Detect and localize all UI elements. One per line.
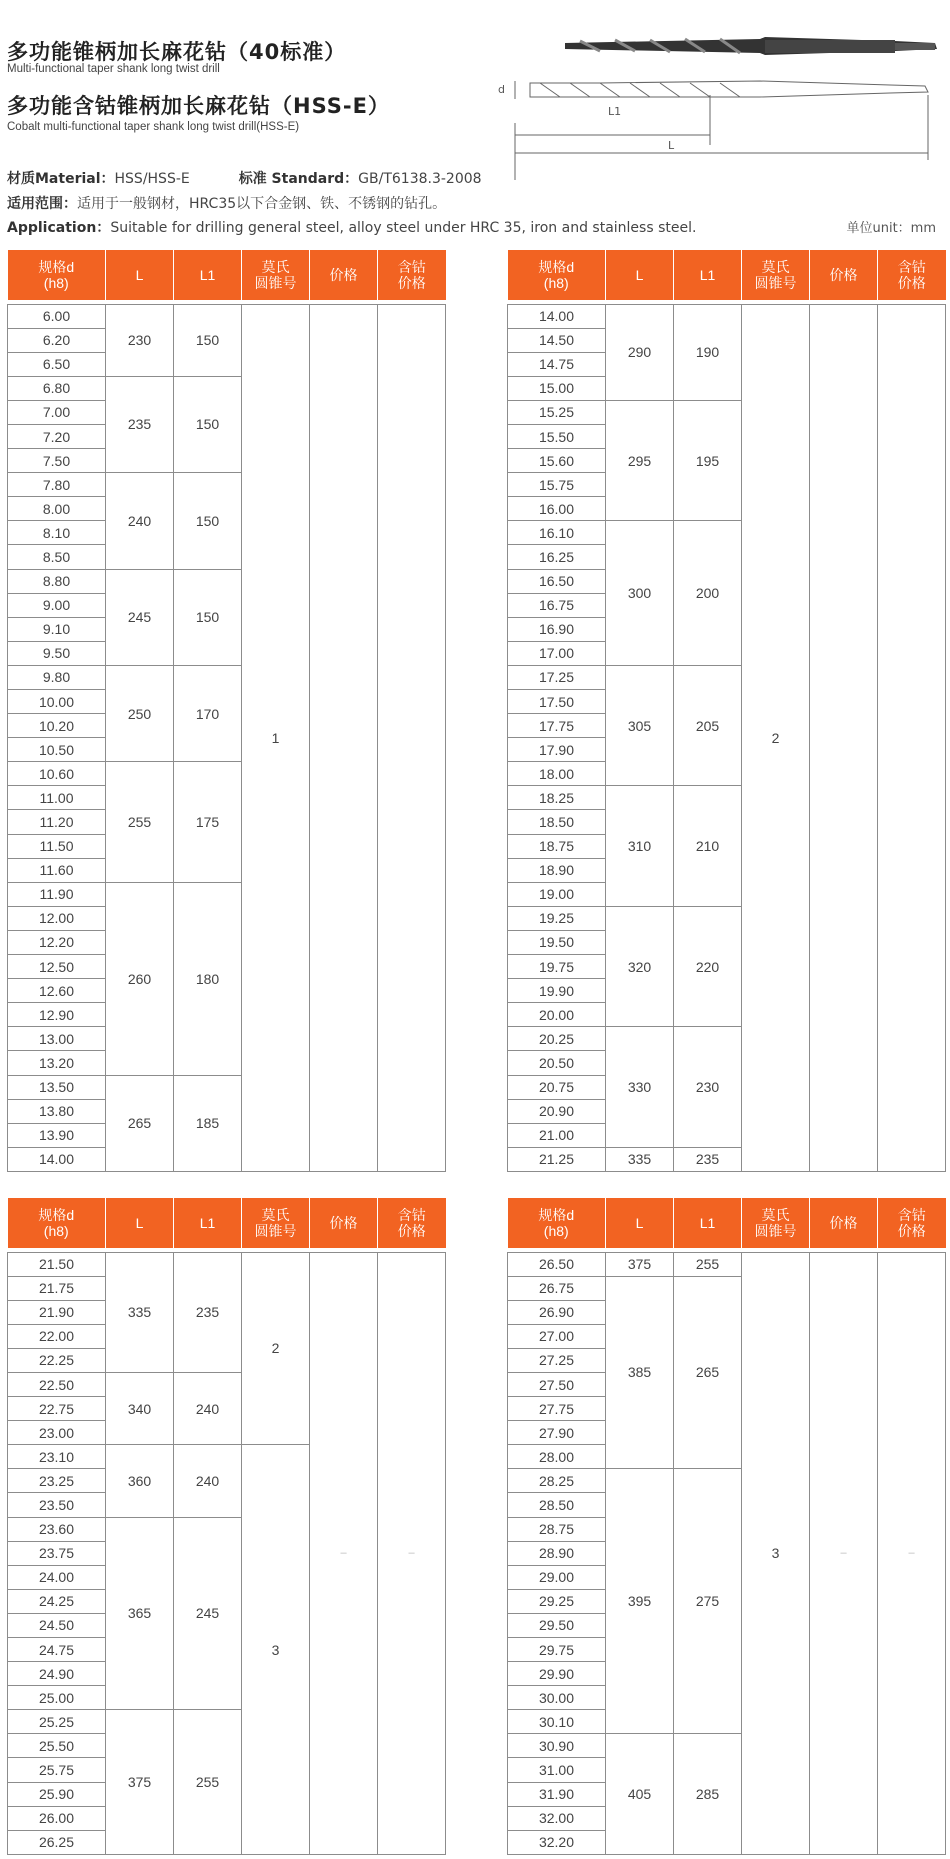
flute-length-cell: 190 <box>674 304 742 400</box>
spec-d-cell: 14.00 <box>508 304 606 328</box>
spec-d-cell: 12.50 <box>8 955 106 979</box>
spec-d-cell: 27.75 <box>508 1397 606 1421</box>
spec-d-cell: 8.50 <box>8 545 106 569</box>
spec-d-cell: 27.00 <box>508 1324 606 1348</box>
spec-d-cell: 23.10 <box>8 1445 106 1469</box>
table-header <box>8 250 446 300</box>
spec-d-cell: 29.50 <box>508 1613 606 1637</box>
spec-d-cell: 22.25 <box>8 1348 106 1372</box>
spec-d-cell: 20.90 <box>508 1099 606 1123</box>
table-row <box>8 1252 446 1276</box>
column-header: L1 <box>674 250 742 300</box>
spec-d-cell: 22.00 <box>8 1324 106 1348</box>
spec-d-cell: 23.25 <box>8 1469 106 1493</box>
spec-d-cell: 28.00 <box>508 1445 606 1469</box>
spec-d-cell: 8.10 <box>8 521 106 545</box>
spec-table-1 <box>7 250 446 1172</box>
spec-d-cell: 12.00 <box>8 906 106 930</box>
flute-length-cell: 150 <box>174 473 242 569</box>
spec-d-cell: 10.20 <box>8 714 106 738</box>
spec-d-cell: 30.00 <box>508 1686 606 1710</box>
table-row <box>508 304 946 328</box>
drill-schematic <box>515 81 928 180</box>
spec-d-cell: 31.90 <box>508 1782 606 1806</box>
spec-d-cell: 25.90 <box>8 1782 106 1806</box>
flute-length-cell: 235 <box>674 1147 742 1171</box>
length-cell: 310 <box>606 786 674 906</box>
spec-d-cell: 20.50 <box>508 1051 606 1075</box>
flute-length-cell: 180 <box>174 882 242 1075</box>
spec-d-cell: 28.90 <box>508 1541 606 1565</box>
length-cell: 330 <box>606 1027 674 1147</box>
spec-d-cell: 7.80 <box>8 473 106 497</box>
spec-d-cell: 16.75 <box>508 593 606 617</box>
spec-d-cell: 15.25 <box>508 400 606 424</box>
column-header: L <box>106 1198 174 1248</box>
length-cell: 230 <box>106 304 174 376</box>
spec-d-cell: 26.50 <box>508 1252 606 1276</box>
spec-d-cell: 9.50 <box>8 641 106 665</box>
product-title-en: Multi-functional taper shank long twist drill <box>7 63 220 75</box>
length-cell: 405 <box>606 1734 674 1854</box>
spec-d-cell: 6.20 <box>8 328 106 352</box>
spec-d-cell: 16.90 <box>508 617 606 641</box>
morse-taper-cell: 3 <box>242 1445 310 1855</box>
flute-length-cell: 150 <box>174 304 242 376</box>
spec-d-cell: 6.80 <box>8 376 106 400</box>
length-cell: 335 <box>106 1252 174 1372</box>
spec-d-cell: 21.00 <box>508 1123 606 1147</box>
application-label: Application： <box>7 220 111 236</box>
spec-d-cell: 32.00 <box>508 1806 606 1830</box>
spec-d-cell: 32.20 <box>508 1830 606 1854</box>
flute-length-cell: 220 <box>674 906 742 1026</box>
spec-d-cell: 17.90 <box>508 738 606 762</box>
product-title2-cn: 多功能含钴锥柄加长麻花钻（HSS-E） <box>7 94 390 118</box>
price-cell: – <box>810 1252 878 1854</box>
spec-d-cell: 17.50 <box>508 690 606 714</box>
unit-label: 单位unit：mm <box>846 221 936 236</box>
column-header: L <box>606 250 674 300</box>
drill-drawing <box>498 35 950 180</box>
product-title-cn: 多功能锥柄加长麻花钻（40标准） <box>7 40 347 64</box>
spec-d-cell: 28.50 <box>508 1493 606 1517</box>
flute-length-cell: 200 <box>674 521 742 666</box>
spec-d-cell: 18.75 <box>508 834 606 858</box>
column-header: 价格 <box>310 1198 378 1248</box>
column-header: 莫氏 圆锥号 <box>742 1198 810 1248</box>
column-header: L1 <box>174 1198 242 1248</box>
spec-d-cell: 25.25 <box>8 1710 106 1734</box>
length-cell: 385 <box>606 1276 674 1469</box>
column-header: L1 <box>174 250 242 300</box>
flute-length-cell: 170 <box>174 665 242 761</box>
price-cell <box>310 304 378 1171</box>
morse-taper-cell: 1 <box>242 304 310 1171</box>
l-label: L <box>668 139 675 152</box>
application-value: Suitable for drilling general steel, alloy steel under HRC 35, iron and stainless steel. <box>110 220 697 236</box>
spec-d-cell: 17.25 <box>508 665 606 689</box>
morse-taper-cell: 3 <box>742 1252 810 1854</box>
spec-d-cell: 14.75 <box>508 352 606 376</box>
spec-d-cell: 24.90 <box>8 1662 106 1686</box>
flute-length-cell: 235 <box>174 1252 242 1372</box>
table-row <box>508 1252 946 1276</box>
flute-length-cell: 150 <box>174 376 242 472</box>
material-label: 材质Material： <box>7 171 115 187</box>
column-header: L <box>106 250 174 300</box>
column-header: 价格 <box>810 250 878 300</box>
length-cell: 295 <box>606 400 674 520</box>
spec-d-cell: 13.90 <box>8 1123 106 1147</box>
spec-d-cell: 18.25 <box>508 786 606 810</box>
spec-d-cell: 19.75 <box>508 955 606 979</box>
length-cell: 365 <box>106 1517 174 1710</box>
spec-d-cell: 27.50 <box>508 1372 606 1396</box>
spec-d-cell: 13.80 <box>8 1099 106 1123</box>
spec-table-2 <box>507 250 946 1172</box>
cobalt-price-cell <box>878 304 946 1171</box>
column-header: 含钴 价格 <box>378 250 446 300</box>
material-line <box>7 168 482 188</box>
spec-d-cell: 13.20 <box>8 1051 106 1075</box>
length-cell: 260 <box>106 882 174 1075</box>
length-cell: 375 <box>106 1710 174 1855</box>
spec-d-cell: 6.00 <box>8 304 106 328</box>
spec-d-cell: 9.00 <box>8 593 106 617</box>
spec-d-cell: 11.20 <box>8 810 106 834</box>
spec-d-cell: 25.50 <box>8 1734 106 1758</box>
spec-d-cell: 10.50 <box>8 738 106 762</box>
spec-d-cell: 19.25 <box>508 906 606 930</box>
spec-d-cell: 24.75 <box>8 1638 106 1662</box>
length-cell: 240 <box>106 473 174 569</box>
flute-length-cell: 240 <box>174 1372 242 1444</box>
length-cell: 255 <box>106 762 174 882</box>
spec-d-cell: 10.60 <box>8 762 106 786</box>
length-cell: 335 <box>606 1147 674 1171</box>
spec-d-cell: 16.00 <box>508 497 606 521</box>
length-cell: 250 <box>106 665 174 761</box>
length-cell: 305 <box>606 665 674 785</box>
spec-d-cell: 29.75 <box>508 1638 606 1662</box>
flute-length-cell: 245 <box>174 1517 242 1710</box>
table-header <box>8 1198 446 1248</box>
spec-d-cell: 6.50 <box>8 352 106 376</box>
spec-d-cell: 26.00 <box>8 1806 106 1830</box>
spec-d-cell: 16.10 <box>508 521 606 545</box>
column-header: 价格 <box>810 1198 878 1248</box>
drill-photo-icon <box>565 37 937 55</box>
spec-d-cell: 17.75 <box>508 714 606 738</box>
spec-d-cell: 23.50 <box>8 1493 106 1517</box>
scope-line <box>7 193 446 213</box>
column-header: 含钴 价格 <box>878 1198 946 1248</box>
application-line <box>7 217 696 237</box>
spec-d-cell: 16.50 <box>508 569 606 593</box>
spec-d-cell: 14.00 <box>8 1147 106 1171</box>
spec-d-cell: 12.90 <box>8 1003 106 1027</box>
spec-d-cell: 31.00 <box>508 1758 606 1782</box>
scope-label: 适用范围： <box>7 196 77 212</box>
spec-d-cell: 23.75 <box>8 1541 106 1565</box>
flute-length-cell: 210 <box>674 786 742 906</box>
product-title2-en: Cobalt multi-functional taper shank long twist drill(HSS-E) <box>7 121 300 133</box>
spec-d-cell: 8.00 <box>8 497 106 521</box>
spec-d-cell: 19.50 <box>508 930 606 954</box>
column-header: 含钴 价格 <box>378 1198 446 1248</box>
spec-d-cell: 15.50 <box>508 424 606 448</box>
spec-d-cell: 9.80 <box>8 665 106 689</box>
table-header <box>508 250 946 300</box>
spec-d-cell: 30.90 <box>508 1734 606 1758</box>
material-value: HSS/HSS-E <box>114 171 190 187</box>
spec-d-cell: 20.25 <box>508 1027 606 1051</box>
spec-d-cell: 11.60 <box>8 858 106 882</box>
flute-length-cell: 265 <box>674 1276 742 1469</box>
spec-d-cell: 7.20 <box>8 424 106 448</box>
flute-length-cell: 205 <box>674 665 742 785</box>
cobalt-price-cell: – <box>878 1252 946 1854</box>
spec-d-cell: 26.90 <box>508 1300 606 1324</box>
spec-d-cell: 13.50 <box>8 1075 106 1099</box>
spec-d-cell: 23.00 <box>8 1421 106 1445</box>
flute-length-cell: 185 <box>174 1075 242 1171</box>
length-cell: 245 <box>106 569 174 665</box>
spec-d-cell: 25.00 <box>8 1686 106 1710</box>
length-cell: 340 <box>106 1372 174 1444</box>
scope-value: 适用于一般钢材，HRC35以下合金钢、铁、不锈钢的钻孔。 <box>77 196 447 212</box>
l1-label: L1 <box>608 105 622 118</box>
spec-d-cell: 11.50 <box>8 834 106 858</box>
column-header: 价格 <box>310 250 378 300</box>
flute-length-cell: 255 <box>674 1252 742 1276</box>
spec-d-cell: 22.50 <box>8 1372 106 1396</box>
spec-d-cell: 14.50 <box>508 328 606 352</box>
length-cell: 360 <box>106 1445 174 1517</box>
spec-table-4 <box>507 1198 946 1855</box>
spec-d-cell: 23.60 <box>8 1517 106 1541</box>
spec-d-cell: 12.60 <box>8 979 106 1003</box>
spec-d-cell: 29.25 <box>508 1589 606 1613</box>
spec-d-cell: 30.10 <box>508 1710 606 1734</box>
spec-d-cell: 13.00 <box>8 1027 106 1051</box>
spec-d-cell: 11.90 <box>8 882 106 906</box>
spec-d-cell: 27.90 <box>508 1421 606 1445</box>
spec-d-cell: 27.25 <box>508 1348 606 1372</box>
table-header <box>508 1198 946 1248</box>
spec-d-cell: 16.25 <box>508 545 606 569</box>
spec-d-cell: 28.75 <box>508 1517 606 1541</box>
spec-d-cell: 22.75 <box>8 1397 106 1421</box>
d-label: d <box>498 83 505 96</box>
length-cell: 300 <box>606 521 674 666</box>
standard-value: GB/T6138.3-2008 <box>358 171 482 187</box>
spec-d-cell: 18.90 <box>508 858 606 882</box>
spec-d-cell: 21.25 <box>508 1147 606 1171</box>
column-header: 莫氏 圆锥号 <box>242 1198 310 1248</box>
spec-d-cell: 26.75 <box>508 1276 606 1300</box>
spec-d-cell: 25.75 <box>8 1758 106 1782</box>
spec-d-cell: 7.00 <box>8 400 106 424</box>
spec-d-cell: 29.90 <box>508 1662 606 1686</box>
spec-d-cell: 26.25 <box>8 1830 106 1854</box>
spec-d-cell: 24.25 <box>8 1589 106 1613</box>
spec-d-cell: 20.75 <box>508 1075 606 1099</box>
length-cell: 290 <box>606 304 674 400</box>
column-header: 规格d (h8) <box>8 250 106 300</box>
spec-d-cell: 24.00 <box>8 1565 106 1589</box>
length-cell: 395 <box>606 1469 674 1734</box>
spec-d-cell: 15.00 <box>508 376 606 400</box>
spec-d-cell: 17.00 <box>508 641 606 665</box>
spec-d-cell: 18.50 <box>508 810 606 834</box>
spec-d-cell: 28.25 <box>508 1469 606 1493</box>
length-cell: 375 <box>606 1252 674 1276</box>
spec-d-cell: 19.90 <box>508 979 606 1003</box>
flute-length-cell: 275 <box>674 1469 742 1734</box>
spec-d-cell: 21.90 <box>8 1300 106 1324</box>
flute-length-cell: 150 <box>174 569 242 665</box>
spec-d-cell: 15.60 <box>508 449 606 473</box>
spec-d-cell: 11.00 <box>8 786 106 810</box>
cobalt-price-cell: – <box>378 1252 446 1854</box>
length-cell: 265 <box>106 1075 174 1171</box>
spec-d-cell: 9.10 <box>8 617 106 641</box>
spec-d-cell: 20.00 <box>508 1003 606 1027</box>
spec-d-cell: 21.75 <box>8 1276 106 1300</box>
spec-d-cell: 7.50 <box>8 449 106 473</box>
flute-length-cell: 230 <box>674 1027 742 1147</box>
spec-d-cell: 8.80 <box>8 569 106 593</box>
column-header: L1 <box>674 1198 742 1248</box>
flute-length-cell: 175 <box>174 762 242 882</box>
flute-length-cell: 255 <box>174 1710 242 1855</box>
standard-label: 标准 Standard： <box>238 171 359 187</box>
table-row <box>8 304 446 328</box>
morse-taper-cell: 2 <box>742 304 810 1171</box>
flute-length-cell: 285 <box>674 1734 742 1854</box>
column-header: 规格d (h8) <box>508 250 606 300</box>
length-cell: 320 <box>606 906 674 1026</box>
length-cell: 235 <box>106 376 174 472</box>
flute-length-cell: 195 <box>674 400 742 520</box>
price-cell <box>810 304 878 1171</box>
spec-d-cell: 19.00 <box>508 882 606 906</box>
spec-table-3 <box>7 1198 446 1855</box>
column-header: 规格d (h8) <box>508 1198 606 1248</box>
spec-d-cell: 15.75 <box>508 473 606 497</box>
spec-d-cell: 18.00 <box>508 762 606 786</box>
column-header: 莫氏 圆锥号 <box>242 250 310 300</box>
spec-d-cell: 21.50 <box>8 1252 106 1276</box>
flute-length-cell: 240 <box>174 1445 242 1517</box>
morse-taper-cell: 2 <box>242 1252 310 1445</box>
spec-d-cell: 29.00 <box>508 1565 606 1589</box>
price-cell: – <box>310 1252 378 1854</box>
column-header: L <box>606 1198 674 1248</box>
column-header: 规格d (h8) <box>8 1198 106 1248</box>
spec-d-cell: 24.50 <box>8 1613 106 1637</box>
column-header: 莫氏 圆锥号 <box>742 250 810 300</box>
column-header: 含钴 价格 <box>878 250 946 300</box>
cobalt-price-cell <box>378 304 446 1171</box>
spec-d-cell: 12.20 <box>8 930 106 954</box>
spec-d-cell: 10.00 <box>8 690 106 714</box>
